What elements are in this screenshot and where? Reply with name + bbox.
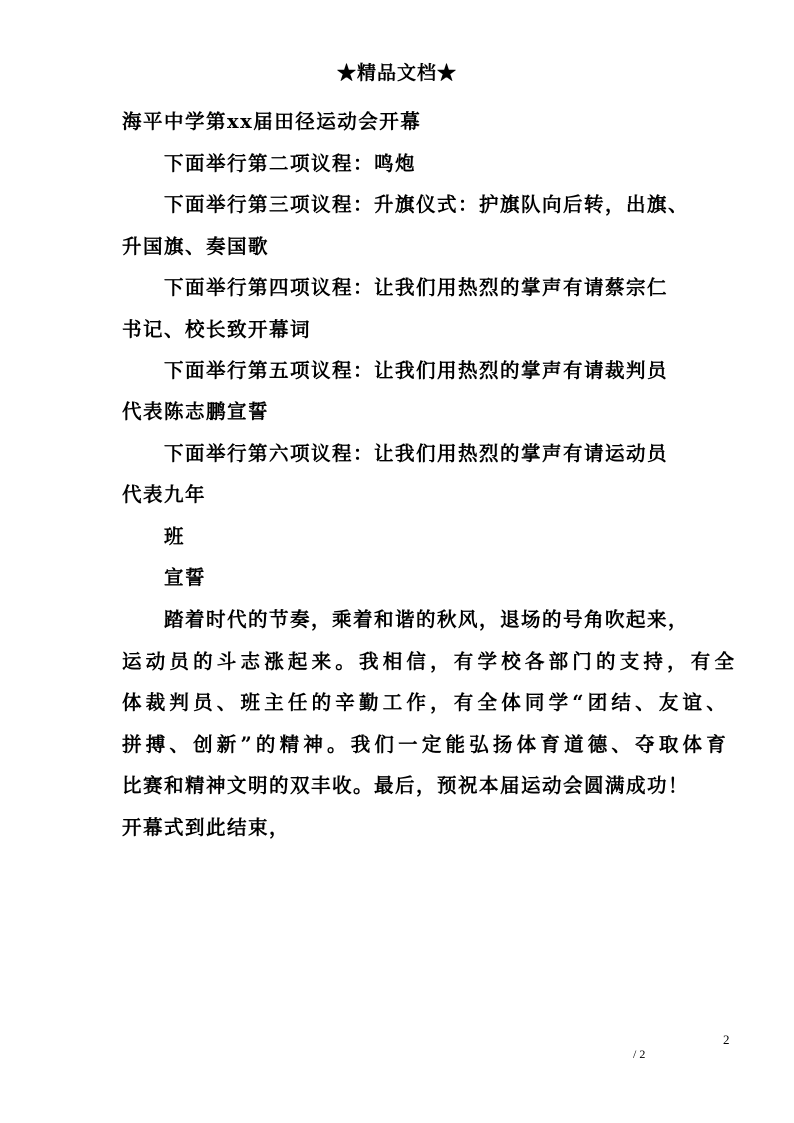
- closing-paragraph-line-2: 运动员的斗志涨起来。我相信，有学校各部门的支持，有全: [122, 650, 739, 673]
- agenda-item-5: 下面举行第五项议程：让我们用热烈的掌声有请裁判员: [164, 359, 669, 382]
- agenda-item-4: 下面举行第四项议程：让我们用热烈的掌声有请蔡宗仁: [164, 276, 669, 299]
- page-count: / 2: [633, 1047, 646, 1061]
- page-header: ★精品文档★: [336, 62, 457, 84]
- page-number: 2: [723, 1032, 730, 1047]
- agenda-item-2: 下面举行第二项议程：鸣炮: [164, 152, 417, 175]
- agenda-item-5-continued: 代表陈志鹏宣誓: [122, 400, 270, 423]
- agenda-item-6: 下面举行第六项议程：让我们用热烈的掌声有请运动员: [164, 442, 669, 465]
- closing-paragraph-line-4: 拼搏、创新”的精神。我们一定能弘扬体育道德、夺取体育: [122, 733, 730, 756]
- agenda-item-6-continued: 代表九年: [122, 483, 207, 506]
- class-line: 班: [164, 525, 186, 548]
- oath-line: 宣誓: [164, 566, 207, 589]
- closing-paragraph-line-3: 体裁判员、班主任的辛勤工作，有全体同学“团结、友谊、: [122, 691, 730, 714]
- closing-paragraph-line-6: 开幕式到此结束，: [122, 816, 291, 839]
- closing-paragraph-line-5: 比赛和精神文明的双丰收。最后，预祝本届运动会圆满成功！: [122, 774, 690, 797]
- agenda-item-4-continued: 书记、校长致开幕词: [122, 318, 312, 341]
- agenda-item-3: 下面举行第三项议程：升旗仪式：护旗队向后转，出旗、: [164, 193, 690, 216]
- document-title-line: 海平中学第xx届田径运动会开幕: [122, 110, 422, 133]
- closing-paragraph-line-1: 踏着时代的节奏，乘着和谐的秋风，退场的号角吹起来，: [164, 608, 690, 631]
- agenda-item-3-continued: 升国旗、奏国歌: [122, 235, 270, 258]
